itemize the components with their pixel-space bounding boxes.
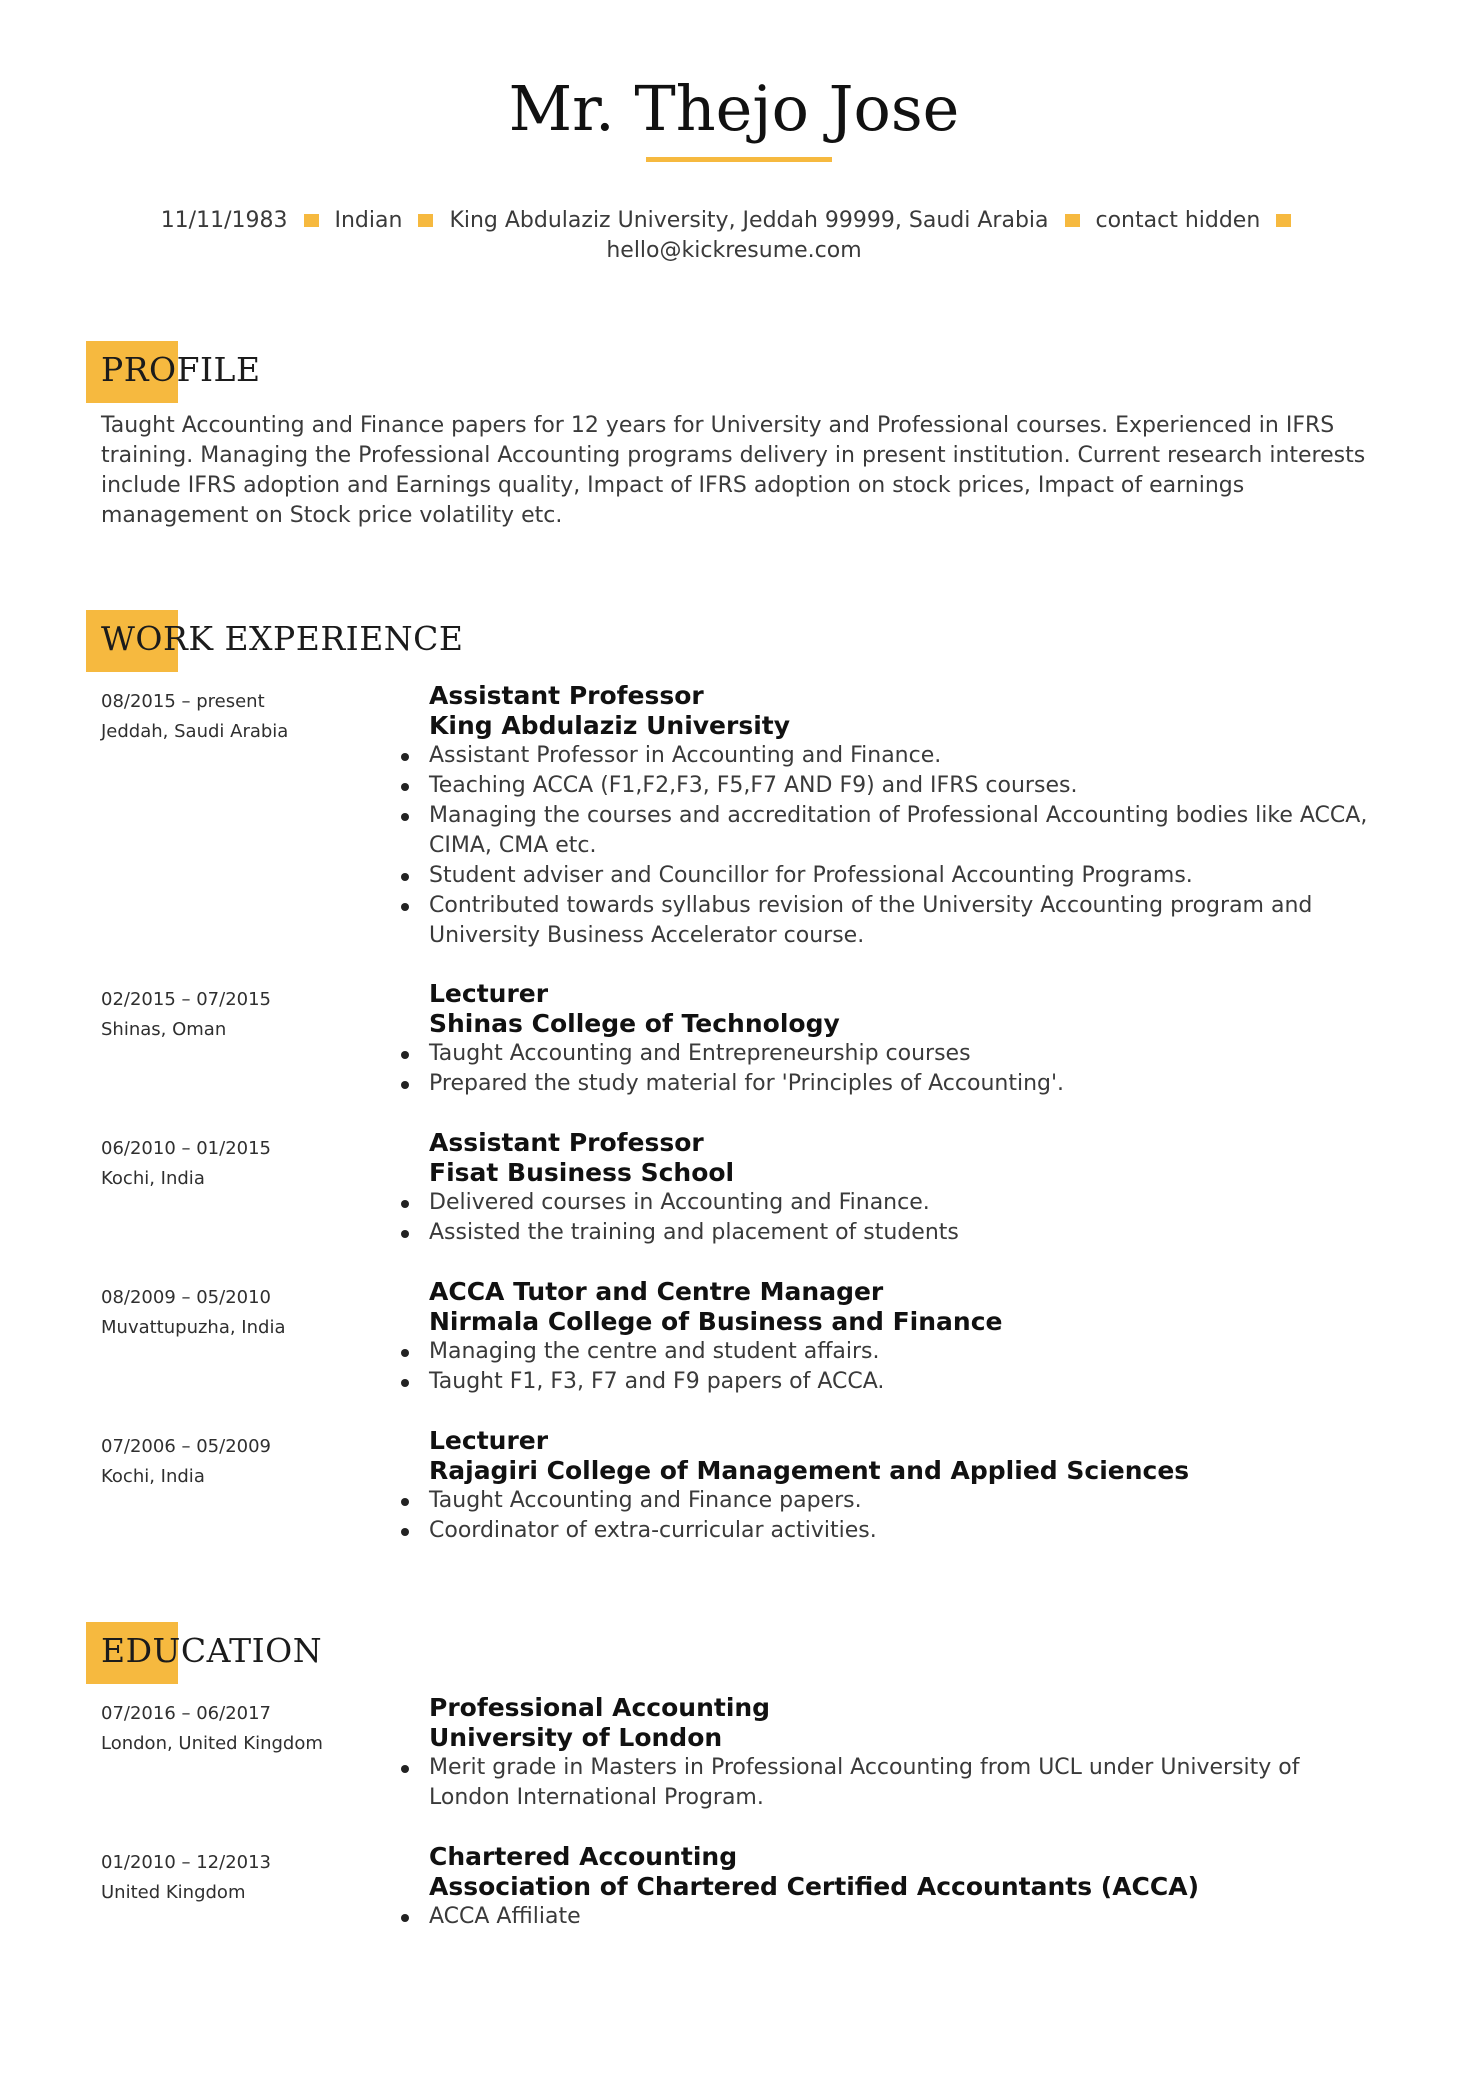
entry-body: [429, 1277, 1379, 1397]
square-bullet-icon: [1276, 214, 1291, 227]
bullet-text: Taught Accounting and Finance papers.: [429, 1488, 862, 1513]
bullet-item: [429, 1753, 1379, 1813]
bullet-item: [429, 1516, 1379, 1546]
entry-organization: Nirmala College of Business and Finance: [429, 1307, 1003, 1336]
section-title: WORK EXPERIENCE: [101, 619, 464, 658]
bullet-text: Merit grade in Masters in Professional Accounting from UCL under University of London International Program.: [429, 1755, 1300, 1810]
entry-institution: Association of Chartered Certified Accountants (ACCA): [429, 1872, 1200, 1901]
bullet-text: ACCA Affiliate: [429, 1904, 581, 1929]
profile-text: Taught Accounting and Finance papers for 12 years for University and Professional courses. Experienced in IFRS training. Managing the Professional Accounting programs delivery in present institution. Current research interests include IFRS adoption and Earnings quality, Impact of IFRS adoption on stock prices, Impact of earnings management on Stock price volatility etc.: [101, 413, 1366, 528]
entry-bullets: [429, 1902, 1379, 1932]
bullet-text: Taught Accounting and Entrepreneurship courses: [429, 1041, 971, 1066]
entry-organization: Fisat Business School: [429, 1158, 735, 1187]
square-bullet-icon: [1065, 214, 1080, 227]
bullet-dot-icon: [401, 1081, 409, 1089]
bullet-text: Assisted the training and placement of students: [429, 1220, 959, 1245]
nationality: Indian: [334, 208, 403, 233]
entry-institution: University of London: [429, 1723, 723, 1752]
entry-bullets: [429, 1753, 1379, 1813]
entry-dates: 07/2016 – 06/2017: [101, 1703, 271, 1724]
bullet-text: Coordinator of extra-curricular activities.: [429, 1518, 877, 1543]
entry-location: Jeddah, Saudi Arabia: [101, 721, 289, 742]
entry-dates: 08/2015 – present: [101, 691, 265, 712]
entry-meta: [101, 1432, 401, 1492]
entry-dates: 02/2015 – 07/2015: [101, 989, 271, 1010]
bullet-dot-icon: [401, 813, 409, 821]
bullet-text: Assistant Professor in Accounting and Finance.: [429, 743, 942, 768]
entry-role: Assistant Professor: [429, 1128, 704, 1157]
entry-dates: 01/2010 – 12/2013: [101, 1852, 271, 1873]
entry-body: [429, 1842, 1379, 1932]
bullet-dot-icon: [401, 1379, 409, 1387]
entry-body: [429, 681, 1379, 951]
bullet-dot-icon: [401, 1528, 409, 1536]
bullet-item: [429, 1902, 1379, 1932]
bullet-item: [429, 891, 1379, 951]
bullet-dot-icon: [401, 1765, 409, 1773]
bullet-dot-icon: [401, 873, 409, 881]
entry-meta: [101, 985, 401, 1045]
contact-line: [130, 206, 1338, 266]
bullet-text: Teaching ACCA (F1,F2,F3, F5,F7 AND F9) and IFRS courses.: [429, 773, 1078, 798]
entry-dates: 06/2010 – 01/2015: [101, 1138, 271, 1159]
bullet-text: Delivered courses in Accounting and Finance.: [429, 1190, 930, 1215]
entry-location: Kochi, India: [101, 1466, 205, 1487]
bullet-item: [429, 1337, 1379, 1367]
entry-bullets: [429, 741, 1379, 951]
address: King Abdulaziz University, Jeddah 99999, Saudi Arabia: [449, 208, 1049, 233]
entry-organization: Shinas College of Technology: [429, 1009, 840, 1038]
entry-body: [429, 979, 1379, 1099]
bullet-dot-icon: [401, 783, 409, 791]
entry-meta: [101, 1283, 401, 1343]
entry-body: [429, 1693, 1379, 1813]
section-title: PROFILE: [101, 350, 261, 389]
square-bullet-icon: [304, 214, 319, 227]
bullet-item: [429, 741, 1379, 771]
bullet-text: Managing the centre and student affairs.: [429, 1339, 880, 1364]
bullet-dot-icon: [401, 1498, 409, 1506]
bullet-dot-icon: [401, 1230, 409, 1238]
bullet-dot-icon: [401, 753, 409, 761]
entry-location: Shinas, Oman: [101, 1019, 227, 1040]
bullet-dot-icon: [401, 1349, 409, 1357]
entry-location: Kochi, India: [101, 1168, 205, 1189]
entry-organization: King Abdulaziz University: [429, 711, 791, 740]
birth-date: 11/11/1983: [160, 208, 288, 233]
entry-organization: Rajagiri College of Management and Applied Sciences: [429, 1456, 1190, 1485]
bullet-item: [429, 1218, 1379, 1248]
bullet-text: Student adviser and Councillor for Professional Accounting Programs.: [429, 863, 1193, 888]
bullet-dot-icon: [401, 1051, 409, 1059]
entry-bullets: [429, 1039, 1379, 1099]
entry-location: London, United Kingdom: [101, 1733, 323, 1754]
bullet-text: Taught F1, F3, F7 and F9 papers of ACCA.: [429, 1369, 885, 1394]
name-underline: [646, 157, 832, 162]
entry-bullets: [429, 1337, 1379, 1397]
entry-dates: 08/2009 – 05/2010: [101, 1287, 271, 1308]
bullet-item: [429, 1039, 1379, 1069]
entry-bullets: [429, 1188, 1379, 1248]
entry-degree: Chartered Accounting: [429, 1842, 738, 1871]
entry-role: Assistant Professor: [429, 681, 704, 710]
bullet-item: [429, 861, 1379, 891]
email-link[interactable]: hello@kickresume.com: [606, 238, 862, 263]
entry-role: ACCA Tutor and Centre Manager: [429, 1277, 884, 1306]
bullet-text: Prepared the study material for 'Principles of Accounting'.: [429, 1071, 1065, 1096]
entry-meta: [101, 687, 401, 747]
bullet-item: [429, 1367, 1379, 1397]
bullet-item: [429, 1069, 1379, 1099]
bullet-text: Managing the courses and accreditation of Professional Accounting bodies like ACCA, CIMA, CMA etc.: [429, 803, 1368, 858]
entry-location: Muvattupuzha, India: [101, 1317, 286, 1338]
entry-body: [429, 1128, 1379, 1248]
bullet-item: [429, 801, 1379, 861]
entry-meta: [101, 1848, 401, 1908]
square-bullet-icon: [418, 214, 433, 227]
bullet-dot-icon: [401, 903, 409, 911]
bullet-item: [429, 1486, 1379, 1516]
entry-location: United Kingdom: [101, 1882, 246, 1903]
candidate-name: Mr. Thejo Jose: [508, 72, 960, 145]
bullet-text: Contributed towards syllabus revision of the University Accounting program and University Business Accelerator course.: [429, 893, 1313, 948]
bullet-dot-icon: [401, 1200, 409, 1208]
entry-role: Lecturer: [429, 1426, 549, 1455]
entry-role: Lecturer: [429, 979, 549, 1008]
bullet-item: [429, 1188, 1379, 1218]
entry-degree: Professional Accounting: [429, 1693, 771, 1722]
entry-body: [429, 1426, 1379, 1546]
bullet-dot-icon: [401, 1914, 409, 1922]
entry-bullets: [429, 1486, 1379, 1546]
phone: contact hidden: [1095, 208, 1261, 233]
entry-meta: [101, 1134, 401, 1194]
entry-dates: 07/2006 – 05/2009: [101, 1436, 271, 1457]
bullet-item: [429, 771, 1379, 801]
entry-meta: [101, 1699, 401, 1759]
section-title: EDUCATION: [101, 1631, 323, 1670]
